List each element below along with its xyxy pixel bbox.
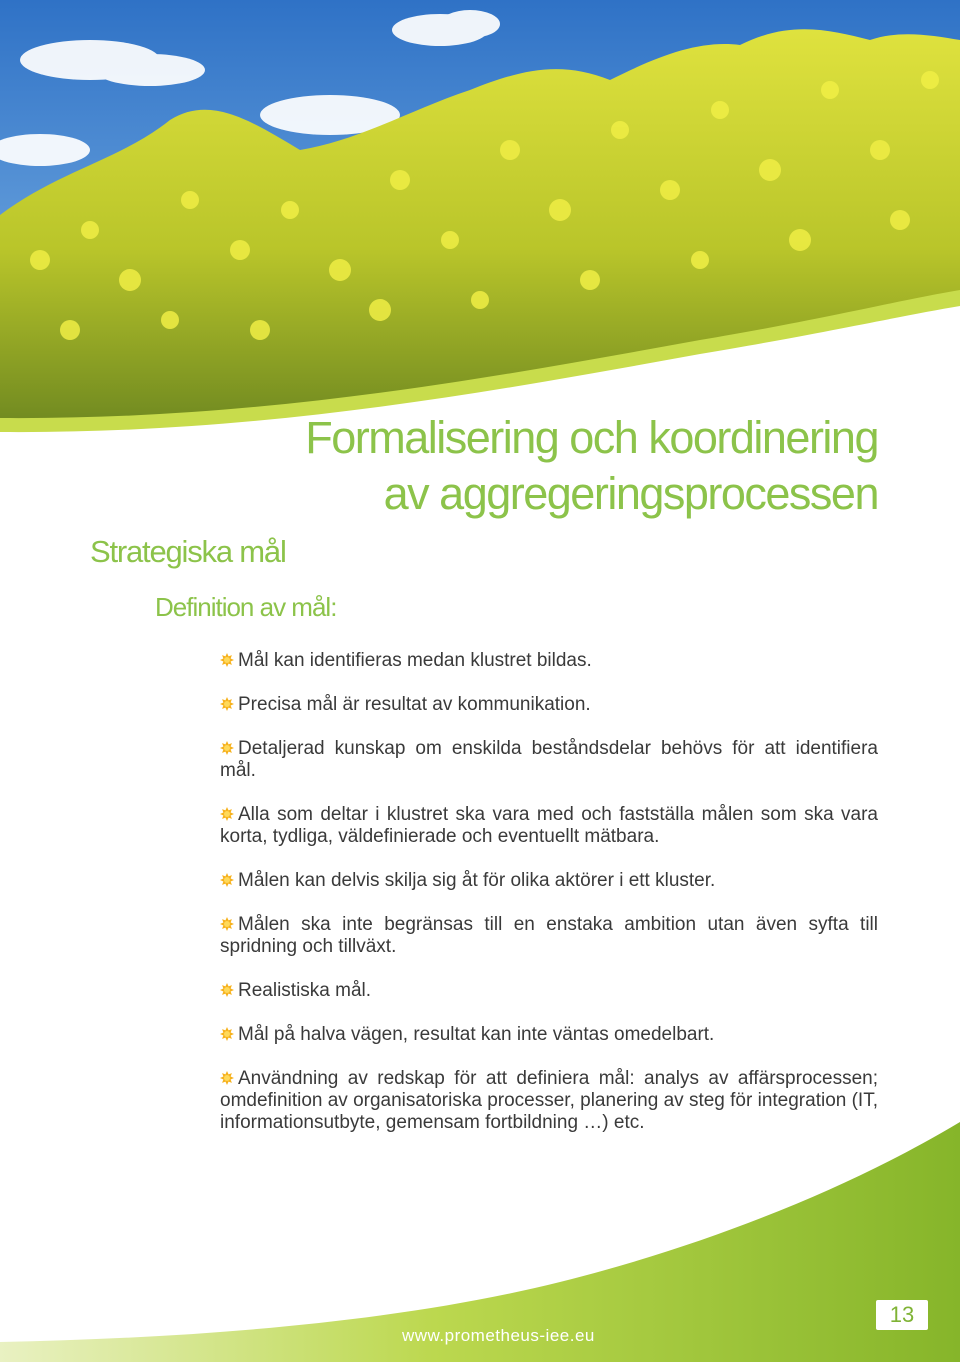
list-item-text: Mål på halva vägen, resultat kan inte väntas omedelbart. — [238, 1024, 715, 1045]
list-item — [220, 1068, 878, 1134]
list-item-text: Användning av redskap för att definiera mål: analys av affärsprocessen; omdefinition av organisatoriska processer, planering av steg för integration (IT, informationsutbyte, gemensam fortbildning …) etc. — [220, 1068, 878, 1133]
list-item-text: Precisa mål är resultat av kommunikation. — [238, 694, 591, 715]
page-title-line-2: av aggregeringsprocessen — [383, 468, 878, 519]
sun-bullet-icon — [220, 741, 234, 755]
list-item — [220, 980, 878, 1002]
list-item-text: Målen kan delvis skilja sig åt för olika aktörer i ett kluster. — [238, 870, 716, 891]
list-item — [220, 870, 878, 892]
list-item — [220, 804, 878, 848]
subsection-heading: Definition av mål: — [155, 592, 337, 622]
sun-bullet-icon — [220, 807, 234, 821]
sun-bullet-icon — [220, 983, 234, 997]
footer-website-link[interactable]: www.prometheus-iee.eu — [402, 1326, 595, 1345]
list-item — [220, 1024, 878, 1046]
goals-list — [220, 650, 878, 1156]
sun-bullet-icon — [220, 697, 234, 711]
list-item — [220, 694, 878, 716]
page-title — [305, 410, 878, 522]
list-item-text: Mål kan identifieras medan klustret bildas. — [238, 650, 592, 671]
header-flower-field-image — [0, 0, 960, 470]
sun-bullet-icon — [220, 917, 234, 931]
sun-bullet-icon — [220, 1071, 234, 1085]
list-item — [220, 738, 878, 782]
sun-bullet-icon — [220, 873, 234, 887]
list-item — [220, 650, 878, 672]
sun-bullet-icon — [220, 653, 234, 667]
sun-bullet-icon — [220, 1027, 234, 1041]
list-item — [220, 914, 878, 958]
list-item-text: Målen ska inte begränsas till en enstaka ambition utan även syfta till spridning och tillväxt. — [220, 914, 878, 957]
list-item-text: Detaljerad kunskap om enskilda beståndsdelar behövs för att identifiera mål. — [220, 738, 878, 781]
list-item-text: Realistiska mål. — [238, 980, 372, 1001]
page-number-badge: 13 — [876, 1300, 928, 1330]
page-title-line-1: Formalisering och koordinering — [305, 412, 878, 463]
section-heading: Strategiska mål — [90, 534, 286, 569]
list-item-text: Alla som deltar i klustret ska vara med och fastställa målen som ska vara korta, tydliga, väldefinierade och eventuellt mätbara. — [220, 804, 878, 847]
